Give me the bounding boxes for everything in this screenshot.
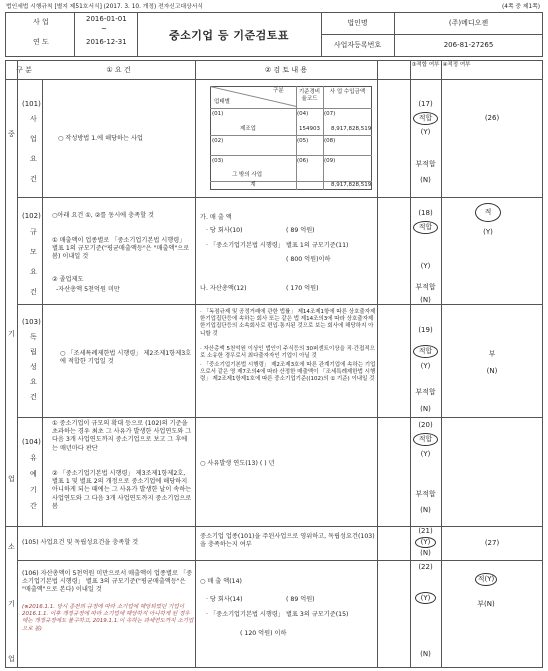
row101-proper-code: (26) [484,114,500,122]
section-char-3: 업 [8,475,15,483]
row101-label-char: 업 [30,135,37,143]
row102-suit-no: (18) [418,209,433,217]
row102-label-char: 모 [30,248,37,256]
row106-requirement: (106) 자산총액이 5천억원 미만으로서 매출액이 업종별로 「중소기업기본법 시행령」 별표 3의 규모기준("평균매출액등"은 "매출액"으로 본다) 이내일 것 [22,570,193,594]
row103-label-char: 독 [30,333,37,341]
row106-suit-no: (22) [418,563,433,571]
table-r1-code: 154903 [299,126,320,132]
table-r3-name: 그 밖의 사업 [232,172,263,178]
table-r2-no: (02) [212,138,224,144]
row102-rev-f: 나. 자산총액(12) [200,285,247,292]
table-total-rev: 8,917,828,519 [331,182,372,188]
row101-suit-yes[interactable]: 적합 [418,114,433,122]
table-r1-no: (01) [212,111,224,117]
col-proper: ④적정 여부 [442,62,471,68]
table-r2-rev-no: (08) [324,138,336,144]
row103-suit-n: (N) [420,405,431,413]
row101-suit-n: (N) [420,176,431,184]
form-title: 중소기업 등 기준검토표 [169,29,289,42]
row103-proper-bu[interactable]: 부 [488,350,496,358]
row102-rev-c: ( 89 억원) [286,227,315,234]
row101-suit-y: (Y) [420,128,431,136]
row102-rev-b: · 당 회사(10) [206,227,243,234]
period-end: 2016-12-31 [86,38,127,46]
col-category: 구 분 [16,66,32,74]
row103-suit-y: (Y) [420,362,431,370]
col-review: ② 검 토 내 용 [264,66,308,74]
row103-label-char: 성 [30,363,37,371]
row104-label-char: 간 [30,502,37,510]
row102-label-char: 규 [30,228,37,236]
table-r3-rev-no: (09) [324,158,336,164]
corp-name-label: 법인명 [347,19,368,27]
row105-proper-code: (27) [484,539,500,547]
row102-proper-yes[interactable]: 적 [484,208,492,216]
row102-suit-n: (N) [420,296,431,304]
row105-suit-n[interactable]: (N) [420,549,431,557]
row101-suit-no: (17) [418,100,433,108]
row106-suit-y[interactable]: (Y) [420,594,431,602]
row104-item1: ① 중소기업이 규모의 확대 등으로 (102)의 기준을 초과하는 경우 최초 그 사유가 발생한 사업연도와 그 다음 3개 사업연도까지 중소기업으로 보고 그 후에는 매년마다 판단 [52,420,192,452]
row104-suit-n: (N) [420,506,431,514]
row103-suit-yes[interactable]: 적합 [418,347,433,355]
section-char-1: 중 [8,130,15,138]
row104-label-char: 유 [30,454,37,462]
row103-proper-n: (N) [486,367,498,375]
row104-label-char: 예 [30,470,37,478]
row103-label-char: 요 [30,378,37,386]
table-r1-code-no: (04) [297,111,309,117]
row104-suit-no-label[interactable]: 부적합 [415,490,436,498]
row104-code: (104) [22,438,41,446]
row106-note: (※2016.1.1. 당시 종전의 규정에 따라 소기업에 해당되었던 기업이 2016.1.1. 이후 개정규정에 따라 소기업에 해당하지 아니하게 된 경우에는 개정규정에도 불구하고, 2019.1.1.이 속하는 과세연도까지 소기업으로 봄) [22,604,194,632]
table-r1-rev: 8,917,828,519 [331,126,372,132]
form-reference-note: 법인세법 시행규칙 [별지 제51호서식] (2017. 3. 10. 개정) 전자신고대상서식 [6,4,203,10]
table-r1-name: 제조업 [240,126,256,132]
col-suitability: ③적합 여부 [411,62,440,68]
row104-label-char: 기 [30,486,37,494]
row102-label-char: 건 [30,288,37,296]
period-start: 2016-01-01 [86,15,127,23]
row101-requirement: ○ 작성방법 1.에 해당하는 사업 [58,135,143,142]
row102-intro: ○아래 요건 ①, ②를 동시에 충족할 것 [52,212,154,219]
row102-proper-y: (Y) [483,228,493,236]
row106-rev-d: · 「중소기업기본법 시행령」 별표 3의 규모기준(15) [206,611,349,618]
row104-item2: ② 「중소기업기본법 시행령」 제3조제1항제2호, 별표 1 및 별표 2의 개정으로 중소기업에 해당하지 아니하게 되는 때에는 그 사유가 발생한 날이 속하는 사업연도와 그 다음 3개 사업연도까지 중소기업으로 봄 [52,470,192,510]
section-char-4: 소 [8,543,15,551]
row104-suit-no: (20) [418,421,433,429]
row102-item1: ① 매출액이 업종별로 「중소기업기본법 시행령」 별표 1의 규모기준("평균매출액등"은 "매출액"으로 봄) 이내일 것 [52,237,190,261]
row104-suit-y: (Y) [420,450,431,458]
row103-review-3: · 「중소기업기본법 시행령」 제2조제3호에 따른 관계기업에 속하는 기업으로서 같은 영 제7조의4에 따라 산정한 매출액이 「조세특례제한법 시행령」 제2조제1항제1호에 따른 중소기업기준((102)의 ① 기준) 이내일 것 [200,362,376,383]
row103-review-1: · 「독점규제 및 공정거래에 관한 법률」 제14조제1항에 따른 상호출자제한기업집단등에 속하는 회사 또는 같은 법 제14조의3에 따라 상호출자제한기업집단등의 소속회사로 편입·통지된 것으로 보는 회사에 해당하지 아니할 것 [200,309,376,337]
row102-suit-no-label[interactable]: 부적합 [415,283,436,291]
table-r1-rev-no: (07) [324,111,336,117]
table-r3-code-no: (06) [297,158,309,164]
corp-name: (주)메디오젠 [448,19,489,27]
row104-suit-yes[interactable]: 적합 [418,435,433,443]
row106-rev-a: ○ 매 출 액(14) [200,578,242,585]
row106-proper-2[interactable]: 부(N) [477,600,495,608]
row105-review: 중소기업 업종(101)을 주된사업으로 영위하고, 독립성요건(103)을 충족하는지 여부 [200,533,375,549]
table-hdr-code: 기준경비 율코드 [298,89,321,103]
row101-label-char: 사 [30,115,37,123]
row103-requirement: ○ 「조세특례제한법 시행령」 제2조제1항제3호에 적합한 기업일 것 [60,350,192,366]
row102-suit-yes[interactable]: 적합 [418,223,433,231]
row102-rev-g: ( 170 억원) [286,285,319,292]
biz-no: 206-81-27265 [443,41,494,49]
table-hdr-gubun: 구분 [273,88,284,94]
row102-item2-a: ② 졸업제도 [52,276,84,283]
row103-review-2: · 자산총액 5천억원 이상인 법인이 주식등의 30퍼센트이상을 직·간접적으로 소유한 경우로서 최다출자자인 기업이 아닐 것 [200,346,375,360]
row105-suit-y[interactable]: (Y) [420,538,431,546]
row103-suit-no-label[interactable]: 부적합 [415,388,436,396]
period-dash: ~ [101,25,107,33]
row103-suit-no: (19) [418,326,433,334]
row103-label-char: 립 [30,348,37,356]
business-year-label-1: 사 업 [33,18,49,26]
row102-rev-a: 가. 매 출 액 [200,214,232,221]
row101-suit-no-label[interactable]: 부적합 [415,160,436,168]
biz-no-label: 사업자등록번호 [333,41,382,49]
row103-code: (103) [22,318,41,326]
row106-rev-e: ( 120 억원) 이하 [240,630,287,637]
row102-code: (102) [22,212,41,220]
section-char-6: 업 [8,655,15,663]
row104-review: ○ 사유발생 연도(13) ( ) 년 [200,460,275,467]
row106-rev-b: · 당 회사(14) [206,596,243,603]
page-count-note: (4쪽 중 제1쪽) [502,4,540,10]
row101-label-char: 건 [30,175,37,183]
table-r3-no: (03) [212,158,224,164]
table-r2-code-no: (05) [297,138,309,144]
row102-rev-d: · 「중소기업기본법 시행령」 별표 1의 규모기준(11) [206,242,349,249]
row102-suit-y: (Y) [420,262,431,270]
section-char-2: 기 [8,330,15,338]
table-hdr-industry: 업태별 [214,99,230,105]
section-char-5: 기 [8,600,15,608]
col-requirement: ① 요 건 [106,66,131,74]
row103-label-char: 건 [30,393,37,401]
row106-proper-1[interactable]: 적(Y) [477,575,495,583]
row106-rev-c: ( 89 억원) [286,596,315,603]
row101-label-char: 요 [30,155,37,163]
row105-suit-no: (21) [418,527,433,535]
row102-item2-b: -자산총액 5천억원 미만 [56,286,120,293]
row101-code: (101) [22,100,41,108]
row106-suit-n[interactable]: (N) [420,650,431,658]
row102-rev-e: ( 800 억원)이하 [286,256,331,263]
row102-label-char: 요 [30,268,37,276]
table-hdr-revenue: 사 업 수입금액 [329,89,366,95]
table-total-label: 계 [250,182,256,188]
row105-requirement: (105) 사업요건 및 독립성요건을 충족할 것 [22,539,139,546]
business-year-label-2: 연 도 [33,38,49,46]
